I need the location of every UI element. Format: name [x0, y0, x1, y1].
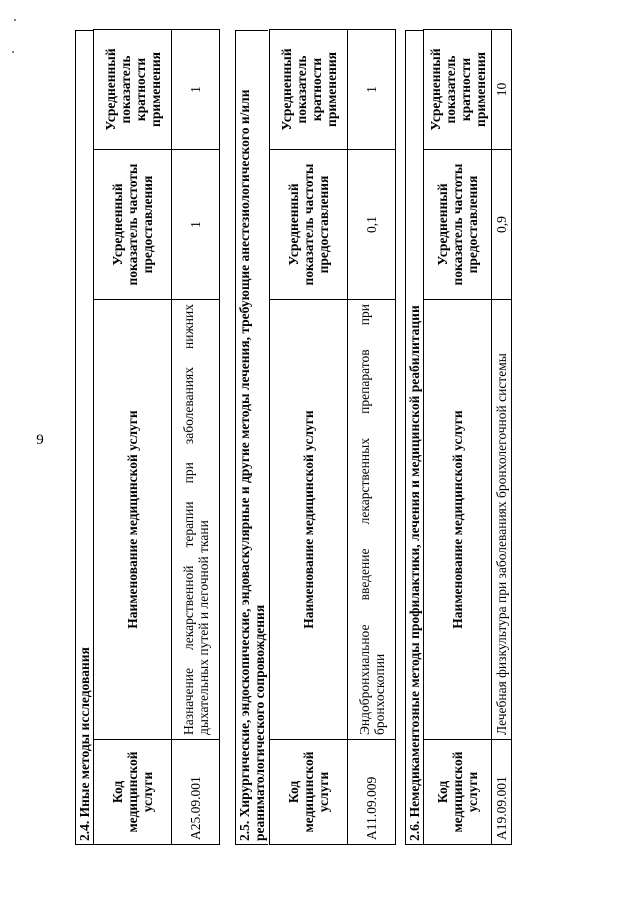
- section-2-5: [235, 30, 395, 845]
- table-header-row: [94, 30, 172, 845]
- cell-multiplicity: 1: [348, 30, 396, 150]
- table-row: [172, 30, 220, 845]
- scan-speck: [14, 19, 16, 21]
- header-frequency: Усредненный показатель частоты предоставления: [424, 150, 492, 300]
- section-title: 2.5. Хирургические, эндоскопические, эндоваскулярные и другие методы лечения, требующие анестезиологического и/или реаниматологического сопровождения: [235, 30, 268, 845]
- section-title: 2.4. Иные методы исследования: [75, 30, 93, 845]
- cell-frequency: 1: [172, 150, 220, 300]
- table-row: [492, 30, 512, 845]
- cell-name: Эндобронхиальное введение лекарственных препаратов при бронхоскопии: [348, 300, 396, 740]
- services-table: [269, 29, 396, 845]
- cell-name: Лечебная физкультура при заболеваниях бронхолегочной системы: [492, 300, 512, 740]
- cell-multiplicity: 1: [172, 30, 220, 150]
- header-frequency: Усредненный показатель частоты предоставления: [270, 150, 348, 300]
- cell-code: A11.09.009: [348, 740, 396, 845]
- header-name: Наименование медицинской услуги: [270, 300, 348, 740]
- header-multiplicity: Усредненный показатель кратности применения: [270, 30, 348, 150]
- header-name: Наименование медицинской услуги: [94, 300, 172, 740]
- header-code: Код медицинской услуги: [424, 740, 492, 845]
- table-row: [348, 30, 396, 845]
- rotated-content: [75, 30, 515, 845]
- cell-multiplicity: 10: [492, 30, 512, 150]
- cell-code: A25.09.001: [172, 740, 220, 845]
- section-2-4: [75, 30, 223, 845]
- section-2-6: [405, 30, 510, 845]
- header-frequency: Усредненный показатель частоты предоставления: [94, 150, 172, 300]
- table-header-row: [424, 30, 492, 845]
- header-code: Код медицинской услуги: [94, 740, 172, 845]
- header-code: Код медицинской услуги: [270, 740, 348, 845]
- services-table: [93, 29, 220, 845]
- header-multiplicity: Усредненный показатель кратности применения: [424, 30, 492, 150]
- cell-code: A19.09.001: [492, 740, 512, 845]
- cell-frequency: 0,1: [348, 150, 396, 300]
- table-header-row: [270, 30, 348, 845]
- header-name: Наименование медицинской услуги: [424, 300, 492, 740]
- cell-name: Назначение лекарственной терапии при заболеваниях нижних дыхательных путей и легочной ткани: [172, 300, 220, 740]
- scan-speck: [12, 51, 14, 53]
- services-table: [423, 29, 512, 845]
- section-title: 2.6. Немедикаментозные методы профилактики, лечения и медицинской реабилитации: [405, 30, 423, 845]
- header-multiplicity: Усредненный показатель кратности применения: [94, 30, 172, 150]
- cell-frequency: 0,9: [492, 150, 512, 300]
- page-number: 9: [36, 432, 44, 448]
